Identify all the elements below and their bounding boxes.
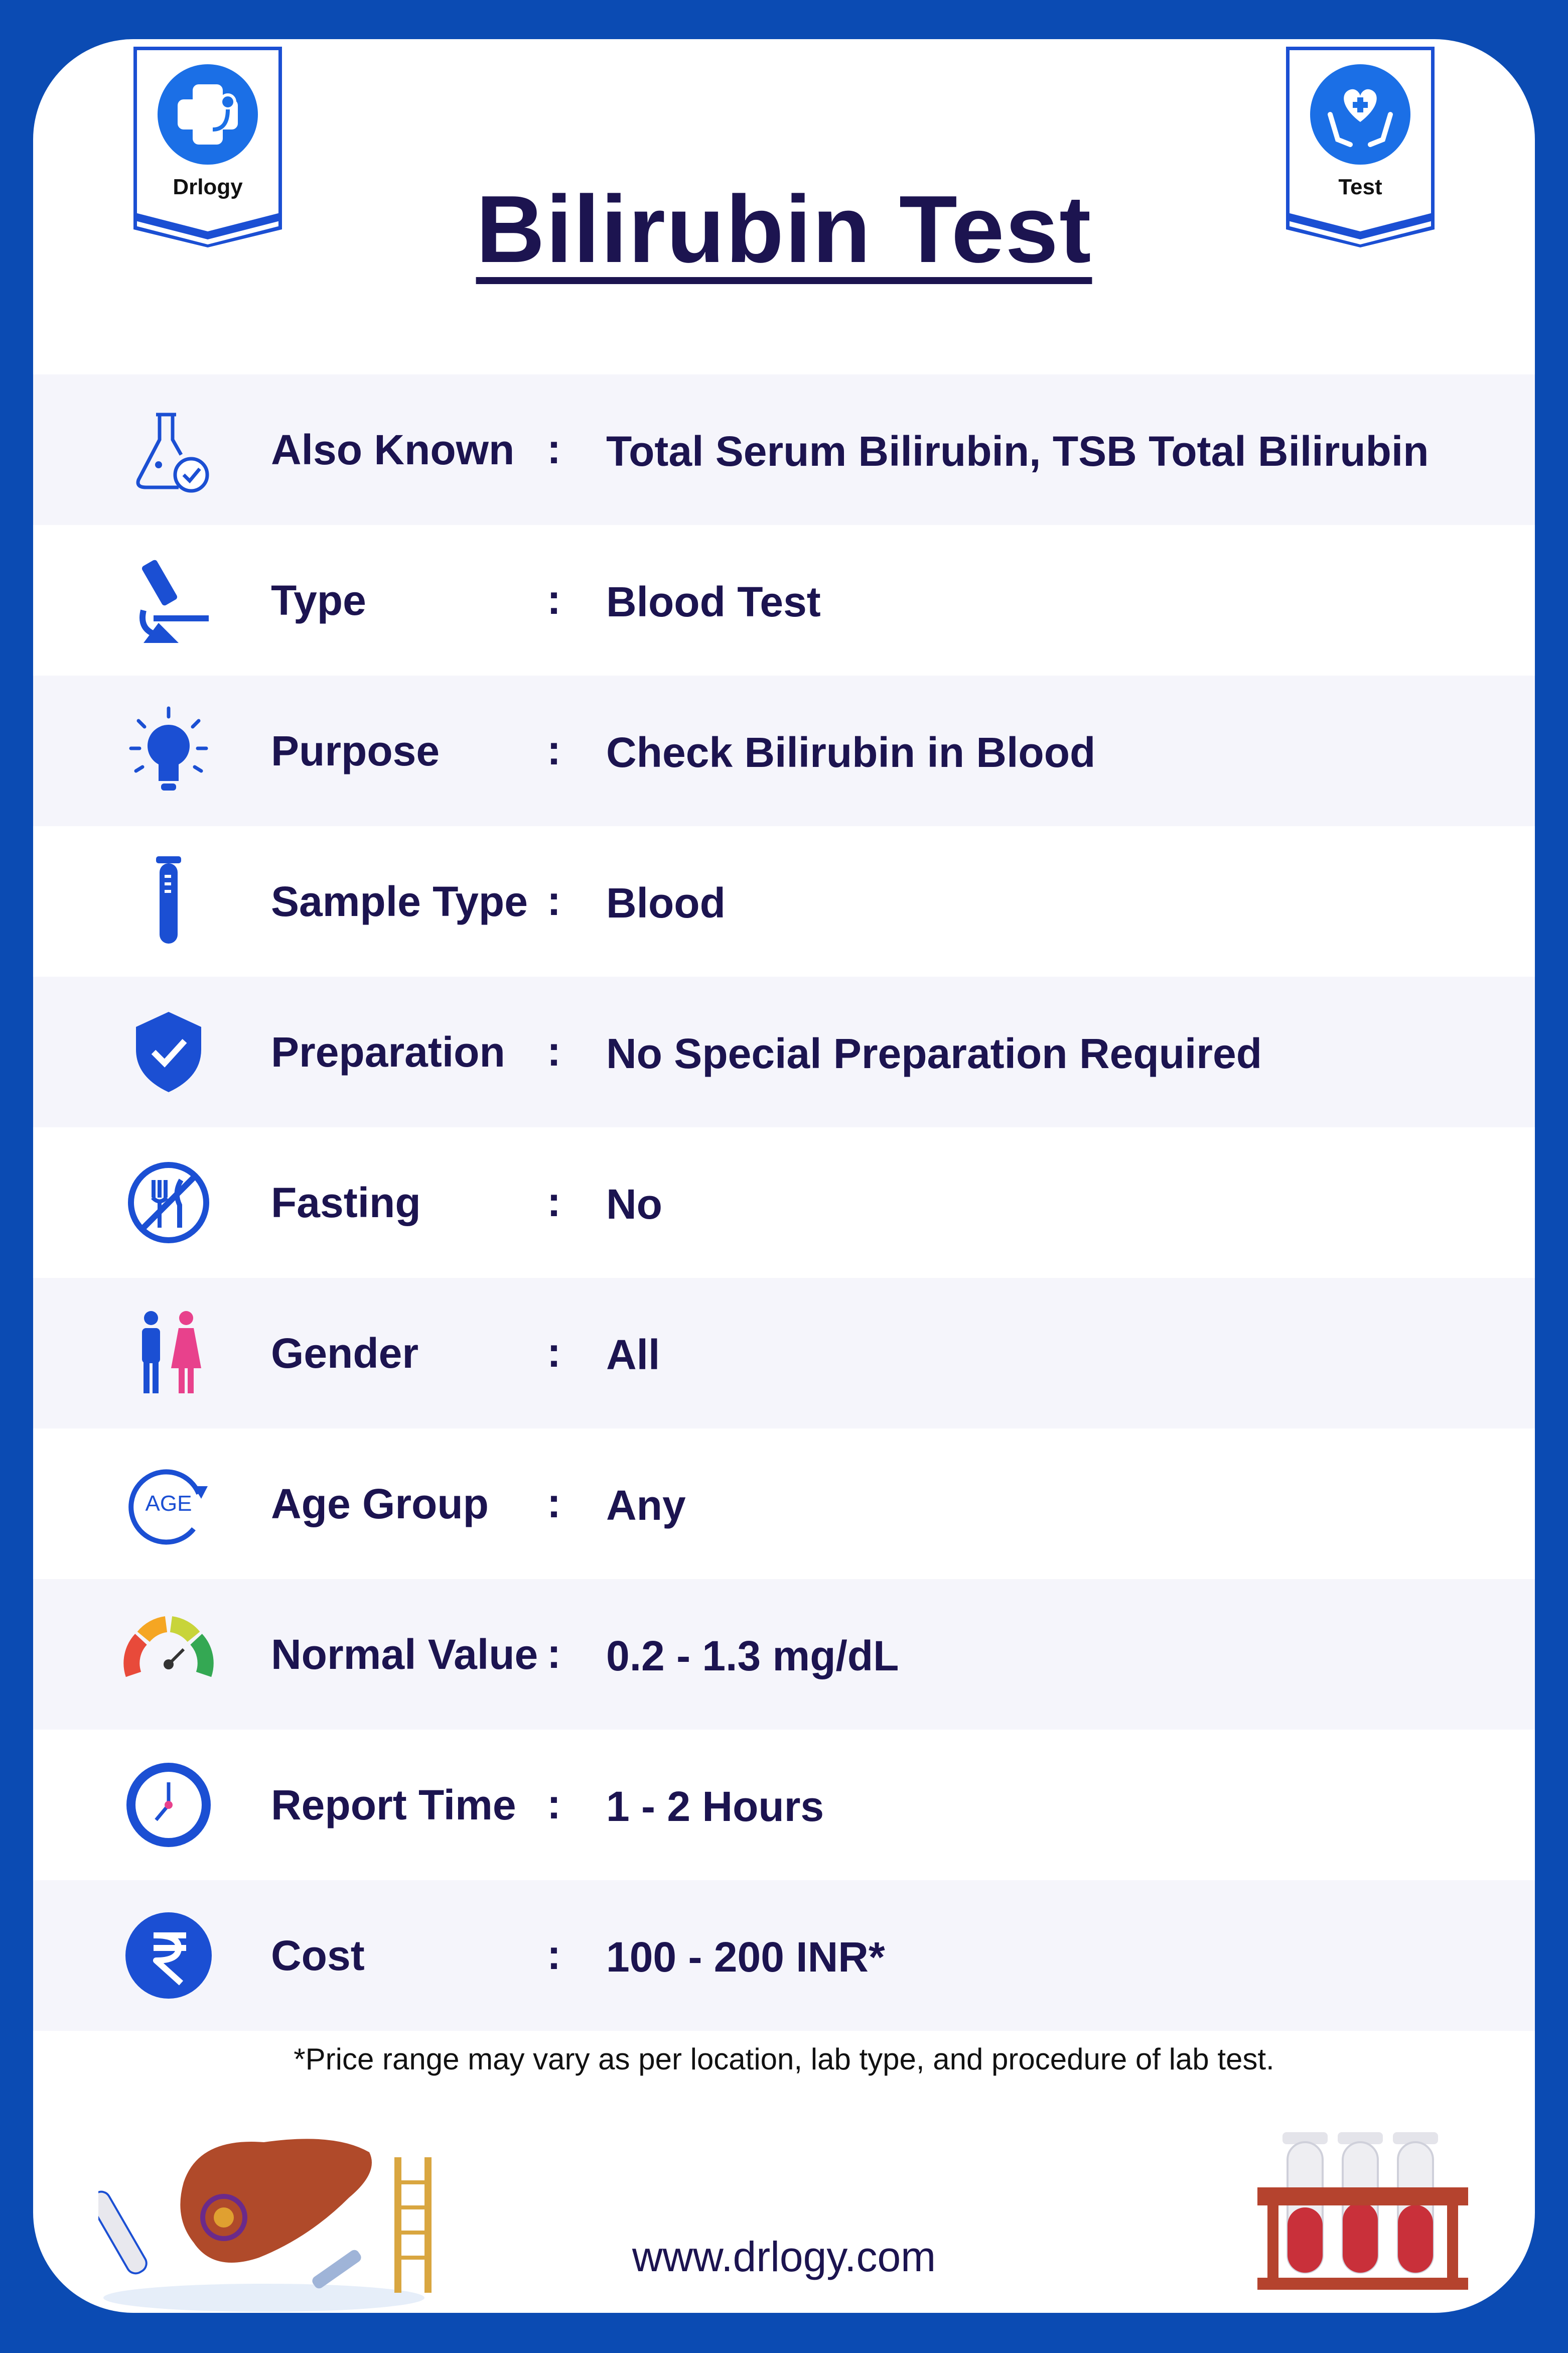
row-value: Blood Test bbox=[606, 578, 821, 625]
doctor-icon bbox=[158, 64, 258, 165]
row-fasting bbox=[33, 1127, 1535, 1278]
row-label: Type bbox=[271, 577, 366, 624]
row-label: Fasting bbox=[271, 1179, 421, 1226]
page-title: Bilirubin Test bbox=[476, 176, 1092, 283]
website-link[interactable]: www.drlogy.com bbox=[632, 2233, 936, 2280]
row-normal-value bbox=[33, 1579, 1535, 1730]
row-purpose bbox=[33, 676, 1535, 826]
row-colon: : bbox=[547, 1931, 561, 1978]
row-label: Normal Value bbox=[271, 1631, 538, 1678]
row-value: No Special Preparation Required bbox=[606, 1030, 1262, 1077]
row-age-group bbox=[33, 1428, 1535, 1579]
info-table bbox=[33, 374, 1535, 2031]
row-label: Report Time bbox=[271, 1781, 516, 1828]
clock-icon bbox=[123, 1760, 214, 1850]
row-value: 100 - 200 INR* bbox=[606, 1933, 885, 1981]
microscope-icon bbox=[123, 555, 214, 645]
row-colon: : bbox=[547, 425, 561, 472]
rupee-icon bbox=[123, 1910, 214, 2001]
row-colon: : bbox=[547, 726, 561, 773]
lightbulb-icon bbox=[123, 706, 214, 796]
row-value: Total Serum Bilirubin, TSB Total Bilirubin bbox=[606, 428, 1429, 475]
no-food-icon bbox=[123, 1157, 214, 1248]
row-gender bbox=[33, 1278, 1535, 1428]
row-value: All bbox=[606, 1331, 660, 1378]
row-colon: : bbox=[547, 1329, 561, 1376]
badge-label-drlogy: Drlogy bbox=[173, 175, 243, 199]
row-colon: : bbox=[547, 576, 561, 623]
row-colon: : bbox=[547, 877, 561, 924]
row-label: Gender bbox=[271, 1330, 419, 1377]
row-also-known bbox=[33, 374, 1535, 525]
info-card bbox=[33, 39, 1535, 2313]
test-tube-icon bbox=[123, 856, 214, 947]
row-colon: : bbox=[547, 1780, 561, 1827]
svg-text:AGE: AGE bbox=[145, 1491, 192, 1516]
row-label: Preparation bbox=[271, 1028, 505, 1076]
row-colon: : bbox=[547, 1630, 561, 1677]
test-tube-rack-illustration bbox=[1247, 2122, 1473, 2293]
row-label: Purpose bbox=[271, 727, 440, 774]
row-report-time bbox=[33, 1730, 1535, 1880]
row-colon: : bbox=[547, 1479, 561, 1526]
row-sample-type bbox=[33, 826, 1535, 977]
row-type bbox=[33, 525, 1535, 676]
shield-check-icon bbox=[123, 1007, 214, 1097]
row-preparation bbox=[33, 977, 1535, 1127]
flask-check-icon bbox=[123, 405, 214, 495]
row-cost bbox=[33, 1880, 1535, 2031]
age-icon bbox=[123, 1459, 214, 1549]
row-label: Age Group bbox=[271, 1480, 489, 1527]
care-hands-icon bbox=[1310, 64, 1410, 165]
price-disclaimer: *Price range may vary as per location, lab type, and procedure of lab test. bbox=[294, 2042, 1274, 2076]
row-colon: : bbox=[547, 1027, 561, 1075]
row-value: 1 - 2 Hours bbox=[606, 1783, 824, 1830]
gauge-icon bbox=[123, 1609, 214, 1700]
row-label: Sample Type bbox=[271, 878, 528, 925]
row-label: Also Known bbox=[271, 426, 515, 473]
row-value: 0.2 - 1.3 mg/dL bbox=[606, 1632, 899, 1679]
row-value: Check Bilirubin in Blood bbox=[606, 729, 1096, 776]
row-colon: : bbox=[547, 1178, 561, 1225]
badge-label-test: Test bbox=[1338, 175, 1382, 199]
gender-icon bbox=[123, 1308, 214, 1398]
row-value: Blood bbox=[606, 879, 726, 927]
row-value: No bbox=[606, 1181, 662, 1228]
row-value: Any bbox=[606, 1482, 686, 1529]
row-label: Cost bbox=[271, 1932, 365, 1979]
